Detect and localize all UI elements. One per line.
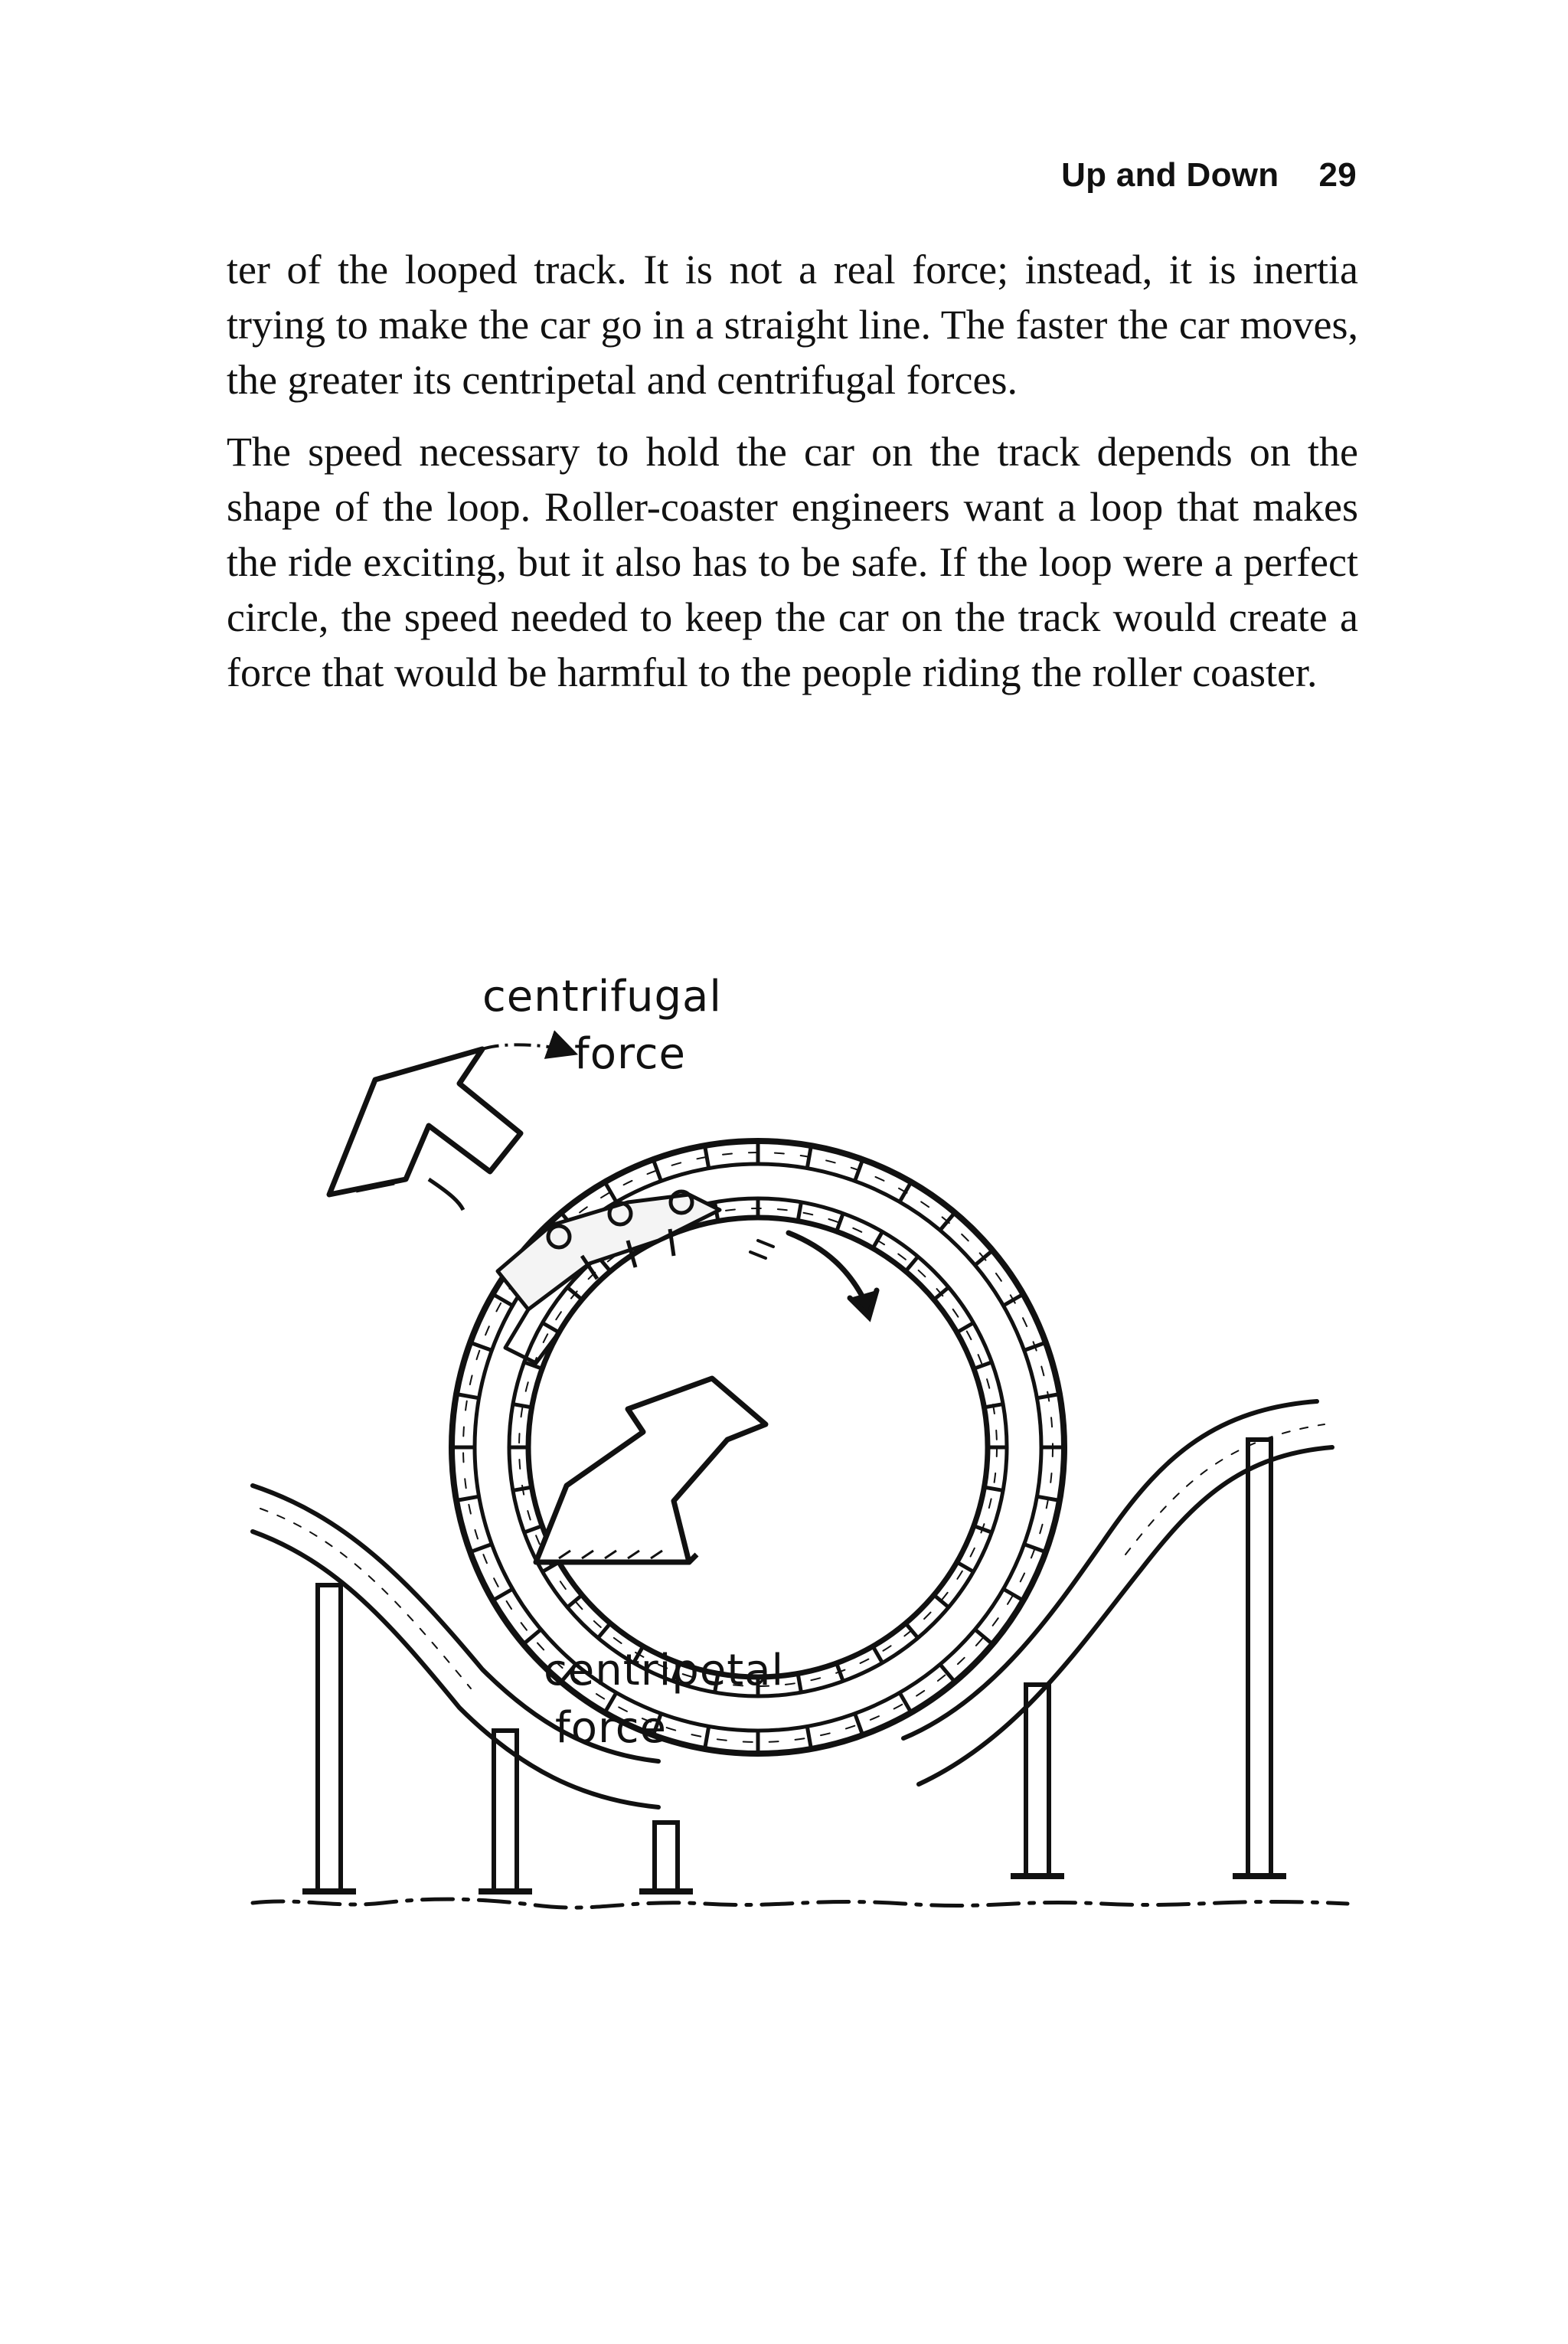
loop-tie-outer: [1004, 1590, 1022, 1600]
loop-tie-inner: [837, 1665, 842, 1680]
motion-arrow: [750, 1233, 877, 1317]
loop-tie-outer: [654, 1161, 661, 1179]
loop-tie-inner: [837, 1214, 842, 1230]
running-head: [1061, 156, 1357, 195]
centripetal-label-line1: centripetal: [544, 1646, 785, 1695]
loop-tie-inner: [959, 1324, 972, 1332]
page-number: 29: [1318, 156, 1357, 194]
centrifugal-label-line1: centrifugal: [482, 972, 722, 1022]
roller-coaster-loop-illustration: [230, 950, 1378, 2022]
loop-tie-outer: [1004, 1295, 1022, 1305]
loop-tie-inner: [975, 1526, 991, 1532]
centrifugal-label-line2: force: [574, 1029, 687, 1079]
loop-tie-inner: [798, 1675, 801, 1691]
loop-tie-outer: [494, 1295, 511, 1305]
loop-tie-outer: [976, 1251, 991, 1264]
coaster-car: [498, 1192, 720, 1363]
loop-tie-outer: [458, 1394, 478, 1398]
loop-tie-inner: [544, 1324, 557, 1332]
loop-tie-outer: [705, 1728, 709, 1747]
loop-tie-outer: [472, 1343, 490, 1350]
loop-tie-outer: [976, 1630, 991, 1643]
loop-tie-inner: [874, 1648, 882, 1662]
loop-tie-outer: [1026, 1343, 1044, 1350]
loop-tie-outer: [855, 1715, 862, 1734]
loop-tie-outer: [494, 1590, 511, 1600]
centrifugal-leader-line: [482, 1045, 567, 1051]
loop-tie-inner: [959, 1563, 972, 1571]
ground-line: [253, 1899, 1348, 1908]
loop-tie-inner: [798, 1204, 801, 1220]
paragraph-2: The speed necessary to hold the car on the track depends on the shape of the loop. Roller-coaster engineers want a loop that makes the ride exciting, but it also has to be safe. If the loop were a perfect circle, the speed needed to keep the car on the track would create a force that would be harmful to the people riding the roller coaster.: [227, 429, 1358, 695]
loop-tie-outer: [606, 1183, 616, 1201]
loop-tie-inner: [514, 1487, 531, 1490]
loop-tie-outer: [705, 1147, 709, 1167]
loop-tie-inner: [525, 1526, 541, 1532]
section-title: Up and Down: [1061, 156, 1279, 194]
loop-tie-outer: [524, 1630, 540, 1643]
loop-tie-inner: [975, 1363, 991, 1368]
loop-tie-outer: [458, 1497, 478, 1501]
loop-tie-outer: [1026, 1545, 1044, 1551]
loop-tie-outer: [900, 1183, 910, 1201]
loop-tie-inner: [906, 1624, 916, 1636]
loop-tie-outer: [1038, 1394, 1058, 1398]
loop-tie-inner: [906, 1258, 916, 1270]
loop-tie-inner: [514, 1404, 531, 1407]
right-track: [903, 1401, 1332, 1784]
loop-tie-outer: [808, 1147, 812, 1167]
loop-tie-outer: [941, 1666, 954, 1681]
loop-tie-outer: [855, 1161, 862, 1179]
centripetal-arrow: [536, 1378, 766, 1562]
paragraph-1: ter of the looped track. It is not a real force; instead, it is inertia trying to make the car go in a straight line. The faster the car moves, the greater its centripetal and centrifugal forces.: [227, 247, 1358, 403]
support-pillars: [302, 1440, 1286, 1891]
loop-tie-outer: [1038, 1497, 1058, 1501]
loop-tie-outer: [808, 1728, 812, 1747]
loop-tie-inner: [569, 1288, 581, 1298]
centrifugal-arrow: [329, 1049, 521, 1210]
loop-tie-inner: [985, 1487, 1001, 1490]
centripetal-label-line2: force: [555, 1703, 668, 1753]
loop-tie-outer: [900, 1694, 910, 1711]
loop-tie-inner: [985, 1404, 1001, 1407]
loop-tie-inner: [874, 1233, 882, 1247]
loop-tie-outer: [472, 1545, 490, 1551]
body-text: [227, 242, 1358, 717]
loop-tie-inner: [935, 1596, 947, 1606]
loop-tie-outer: [941, 1214, 954, 1229]
